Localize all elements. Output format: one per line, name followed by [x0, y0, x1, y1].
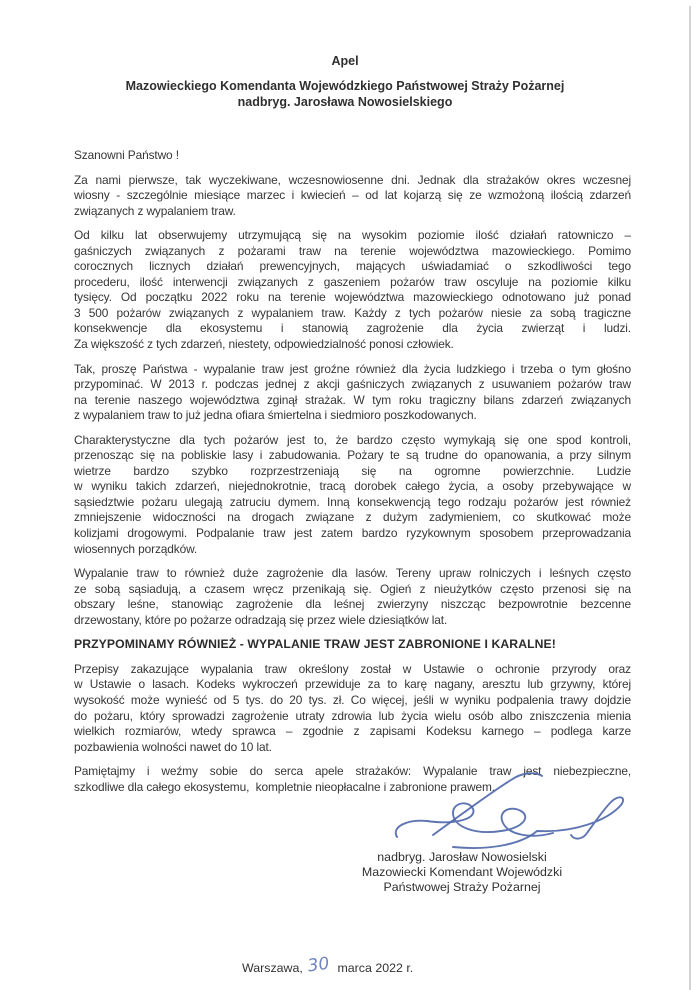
text-line: z wypalaniem traw to już jedna ofiara śmiertelna i siedmioro poszkodowanych. — [74, 408, 477, 423]
text-line: Charakterystyczne dla tych pożarów jest to, że bardzo często wymykają się one spod kontroli, — [74, 432, 631, 447]
document-body — [74, 148, 631, 804]
text-line: wielkich rozmiarów, wtedy sprawca – zgodnie z zapisami Kodeksu karnego – podlega karze — [74, 724, 631, 739]
text-line: Tak, proszę Państwa - wypalanie traw jest groźne również dla życia ludzkiego i trzeba o tym głośno — [74, 361, 631, 376]
text-line: Przepisy zakazujące wypalania traw określony został w Ustawie o ochronie przyrody oraz — [74, 661, 631, 676]
text-line: do pożaru, który sprowadzi zagrożenie utraty zdrowia lub życia wielu osób albo zniszczenia mienia — [74, 708, 631, 723]
text-line: tysięcy. Od początku 2022 roku na terenie województwa mazowieckiego odnotowano już ponad — [74, 290, 631, 305]
text-line: wysokość może wynieść od 5 tys. do 20 tys. zł. Co więcej, jeśli w wyniku podpalenia trawy dojdzie — [74, 692, 631, 707]
text-line: Od kilku lat obserwujemy utrzymującą się na wysokim poziomie ilość działań ratowniczo – — [74, 228, 631, 243]
text-line: pozbawienia wolności nawet do 10 lat. — [74, 739, 272, 754]
text-line: obszary leśne, stanowiąc zagrożenie dla leśnej zwierzyny niszcząc bezpowrotnie bezcenne — [74, 597, 631, 612]
text-line: związanych z wypalaniem traw. — [74, 203, 236, 218]
text-line: Za większość z tych zdarzeń, niestety, odpowiedzialność ponosi człowiek. — [74, 337, 454, 352]
text-line: przenosząc się na pobliskie lasy i zabudowania. Pożary te są trudne do opanowania, a przy silnym — [74, 448, 631, 463]
paragraph — [74, 362, 631, 424]
text-line: przypominać. W 2013 r. podczas jednej z akcji gaśniczych związanych z usuwaniem pożarów traw — [74, 377, 631, 392]
document-title: Apel — [331, 54, 359, 68]
paragraph — [74, 173, 631, 220]
subtitle-line-1: Mazowieckiego Komendanta Wojewódzkiego Państwowej Straży Pożarnej — [125, 79, 565, 93]
handwritten-day: 30 — [306, 953, 331, 977]
text-line: konsekwencje dla ekosystemu i stanowią zagrożenie dla życia zwierząt i ludzi. — [74, 321, 631, 336]
text-line: Za nami pierwsze, tak wyczekiwane, wczesnowiosenne dni. Jednak dla strażaków okres wczesnej — [74, 172, 631, 187]
text-line: na terenie naszego województwa zginął strażak. W tym roku tragiczny bilans zdarzeń związanych — [74, 392, 631, 407]
text-line: wiosennych porządków. — [74, 541, 198, 556]
document-subtitle — [0, 79, 690, 111]
dateline-city: Warszawa, — [242, 961, 303, 975]
paragraph — [74, 433, 631, 557]
text-line: sąsiedztwie pożaru ulegają zatruciu dymem. Inną konsekwencją tego rodzaju pożarów jest również — [74, 494, 631, 509]
paragraph — [74, 566, 631, 628]
text-line: 3 500 pożarów związanych z wypalaniem traw. Każdy z tych pożarów niesie za sobą tragiczne — [74, 305, 631, 320]
text-line: Wypalanie traw to również duże zagrożenie dla lasów. Tereny upraw rolniczych i leśnych często — [74, 566, 631, 581]
text-line: procederu, ilość interwencji związanych z gaszeniem pożarów traw oscyluje na poziomie kilku — [74, 274, 631, 289]
subtitle-line-2: nadbryg. Jarosława Nowosielskiego — [237, 94, 453, 109]
dateline-rest: marca 2022 r. — [337, 961, 414, 975]
text-line: szkodliwe dla całego ekosystemu, kompletnie nieopłacalne i zabronione prawem. — [74, 779, 495, 794]
text-line: Pamiętajmy i weźmy sobie do serca apele strażaków: Wypalanie traw jest niebezpieczne, — [74, 764, 631, 779]
text-line: w wyniku takich zdarzeń, niejednokrotnie, tracą dorobek całego życia, a osoby przebywające w — [74, 479, 631, 494]
text-line: drzewostany, które po pożarze odradzają się przez wiele dziesiątków lat. — [74, 612, 448, 627]
dateline — [242, 953, 414, 977]
text-line: corocznych licznych działań prewencyjnych, mających uświadamiać o szkodliwości tego — [74, 259, 631, 274]
warning-heading — [74, 637, 631, 653]
signer-name: nadbryg. Jarosław Nowosielski — [377, 850, 547, 864]
scan-edge-artifact — [689, 6, 691, 990]
signer-title-line-2: Państwowej Straży Pożarnej — [383, 879, 541, 894]
paragraph — [74, 148, 631, 164]
text-line: w Ustawie o lasach. Kodeks wykroczeń przewiduje za to karę nagany, aresztu lub grzywny, której — [74, 677, 631, 692]
signature-block — [342, 850, 582, 894]
paragraph — [74, 228, 631, 352]
text-line: Szanowni Państwo ! — [74, 148, 179, 162]
text-line: PRZYPOMINAMY RÓWNIEŻ - WYPALANIE TRAW JEST ZABRONIONE I KARALNE! — [74, 637, 556, 652]
text-line: wiosny - szczególnie miesiące marzec i kwiecień – od lat kojarzą się ze wzmożoną ilością zdarzeń — [74, 188, 631, 203]
text-line: gaśniczych związanych z pożarami traw na terenie województwa mazowieckiego. Pomimo — [74, 243, 631, 258]
text-line: ze sobą sąsiadują, a czasem wręcz przenikają się. Ogień z nieużytków często przenosi się na — [74, 581, 631, 596]
signer-title-line-1: Mazowiecki Komendant Wojewódzki — [361, 864, 563, 879]
text-line: wietrze bardzo szybko rozprzestrzeniają się na ogromne powierzchnie. Ludzie — [74, 463, 631, 478]
paragraph — [74, 662, 631, 755]
signature-scribble — [393, 769, 643, 854]
text-line: kolizjami drogowymi. Podpalanie traw jest zatem bardzo ryzykownym sposobem przeprowadzania — [74, 526, 631, 541]
text-line: zmniejszenie widoczności na drogach związane z dużym zadymieniem, co skutkować może — [74, 510, 631, 525]
